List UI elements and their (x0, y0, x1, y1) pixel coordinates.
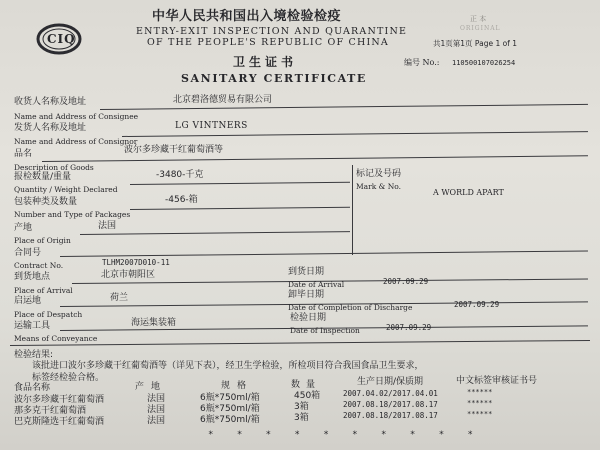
rule-line (122, 131, 588, 137)
marks-label-zh: 标记及号码 (356, 169, 402, 179)
despatch-label-en: Place of Despatch (14, 310, 83, 319)
cell-spec: 6瓶*750ml/箱 (200, 393, 260, 403)
conveyance-label-zh: 运输工具 (14, 321, 51, 331)
cell-dates: 2007.08.18/2017.08.17 (343, 411, 438, 420)
discharge-date-value: 2007.09.29 (454, 300, 500, 309)
cell-origin: 法国 (147, 394, 166, 404)
marks-value: A WORLD APART (433, 188, 504, 197)
results-heading: 检验结果: (14, 350, 54, 360)
table-header-quantity: 数量 (291, 380, 322, 390)
certificate-title-zh: 卫生证书 (233, 55, 298, 69)
conveyance-value: 海运集装箱 (131, 318, 177, 328)
consignee-value: 北京碧洛德贸易有限公司 (173, 95, 273, 105)
inspection-date-value: 2007.09.29 (386, 323, 432, 332)
quantity-value: -3480-千克 (156, 170, 204, 180)
goods-value: 波尔多珍藏干红葡萄酒等 (124, 145, 224, 155)
table-header-dates: 生产日期/保质期 (357, 377, 424, 387)
cell-cert: ****** (467, 388, 493, 396)
arrival-date-label-zh: 到货日期 (288, 267, 325, 277)
certificate-title-en: SANITARY CERTIFICATE (181, 72, 367, 85)
contract-label-zh: 合同号 (14, 248, 42, 258)
cell-food-name: 巴克斯隆选干红葡萄酒 (14, 417, 105, 427)
cell-quantity: 450箱 (294, 391, 321, 401)
ciq-logo (36, 23, 82, 55)
table-header-name: 食品名称 (14, 383, 51, 393)
cell-dates: 2007.04.02/2017.04.01 (343, 389, 438, 398)
inspection-date-label-zh: 检验日期 (290, 313, 327, 323)
consignor-label-en: Name and Address of Consignor (14, 137, 138, 146)
rule-line (60, 250, 588, 257)
results-text-line-1: 该批进口波尔多珍藏干红葡萄酒等（详见下表），经卫生学检验，所检项目符合我国食品卫生要求， (32, 361, 424, 371)
destination-label-zh: 到货地点 (14, 272, 51, 282)
cell-quantity: 3箱 (294, 413, 309, 423)
consignee-label-en: Name and Address of Consignee (14, 112, 139, 121)
cell-origin: 法国 (147, 416, 166, 426)
table-header-cert: 中文标签审核证书号 (456, 376, 538, 386)
marks-label-en: Mark & No. (356, 182, 402, 191)
quantity-label-zh: 报检数量/重量 (14, 172, 72, 182)
origin-label-en: Place of Origin (14, 236, 71, 245)
arrival-date-label-en: Date of Arrival (288, 280, 345, 289)
table-header-spec: 规格 (221, 381, 254, 391)
consignor-label-zh: 发货人名称及地址 (14, 123, 87, 133)
conveyance-label-en: Means of Conveyance (14, 334, 98, 343)
origin-value: 法国 (98, 221, 117, 231)
cell-dates: 2007.08.18/2017.08.17 (343, 400, 438, 409)
copy-mark-en: ORIGINAL (460, 25, 501, 32)
cell-food-name: 那多克干红葡萄酒 (14, 406, 87, 416)
ciq-logo-text: CIQ (47, 32, 76, 46)
packages-label-en: Number and Type of Packages (14, 210, 131, 219)
cell-origin: 法国 (147, 405, 166, 415)
packages-label-zh: 包装种类及数量 (14, 197, 78, 207)
cell-spec: 6瓶*750ml/箱 (200, 404, 260, 414)
rule-line (130, 182, 350, 185)
cell-spec: 6瓶*750ml/箱 (200, 415, 260, 425)
cell-cert: ****** (467, 399, 493, 407)
table-footer-stars: * * * * * * * * * * (208, 430, 482, 440)
header-title-zh: 中华人民共和国出入境检验检疫 (152, 9, 342, 24)
cell-quantity: 3箱 (294, 402, 309, 412)
page-info: 共1页第1页 Page 1 of 1 (433, 39, 518, 48)
contract-label-en: Contract No. (14, 261, 64, 270)
origin-label-zh: 产地 (14, 223, 33, 233)
copy-mark-zh: 正 本 (470, 15, 487, 23)
cell-cert: ****** (467, 410, 493, 418)
rule-line (130, 207, 350, 210)
header-title-en-2: OF THE PEOPLE'S REPUBLIC OF CHINA (147, 37, 389, 48)
rule-line (42, 155, 588, 162)
discharge-date-label-zh: 卸毕日期 (288, 290, 325, 300)
goods-label-en: Description of Goods (14, 163, 94, 172)
consignor-value: LG VINTNERS (175, 121, 248, 131)
certificate-number-label: 编号 No.: (404, 58, 440, 67)
certificate-number-value: 110500107026254 (452, 59, 516, 67)
rule-line (80, 231, 350, 235)
contract-value: TLHM2007D010-11 (102, 258, 170, 267)
cell-food-name: 波尔多珍藏干红葡萄酒 (14, 395, 105, 405)
header-title-en-1: ENTRY-EXIT INSPECTION AND QUARANTINE (136, 26, 408, 37)
arrival-date-value: 2007.09.29 (383, 277, 429, 286)
consignee-label-zh: 收货人名称及地址 (14, 97, 87, 107)
destination-value: 北京市朝阳区 (101, 270, 156, 280)
results-text-line-2: 标签经检验合格。 (32, 373, 105, 383)
goods-label-zh: 品名 (14, 149, 33, 159)
packages-value: -456-箱 (165, 195, 198, 205)
table-header-origin: 产地 (135, 382, 168, 392)
destination-label-en: Place of Arrival (14, 286, 73, 295)
despatch-label-zh: 启运地 (14, 296, 42, 306)
quantity-label-en: Quantity / Weight Declared (14, 185, 118, 194)
discharge-date-label-en: Date of Completion of Discharge (288, 303, 413, 312)
column-divider (352, 165, 353, 255)
inspection-date-label-en: Date of Inspection (290, 326, 360, 335)
despatch-value: 荷兰 (110, 293, 129, 303)
